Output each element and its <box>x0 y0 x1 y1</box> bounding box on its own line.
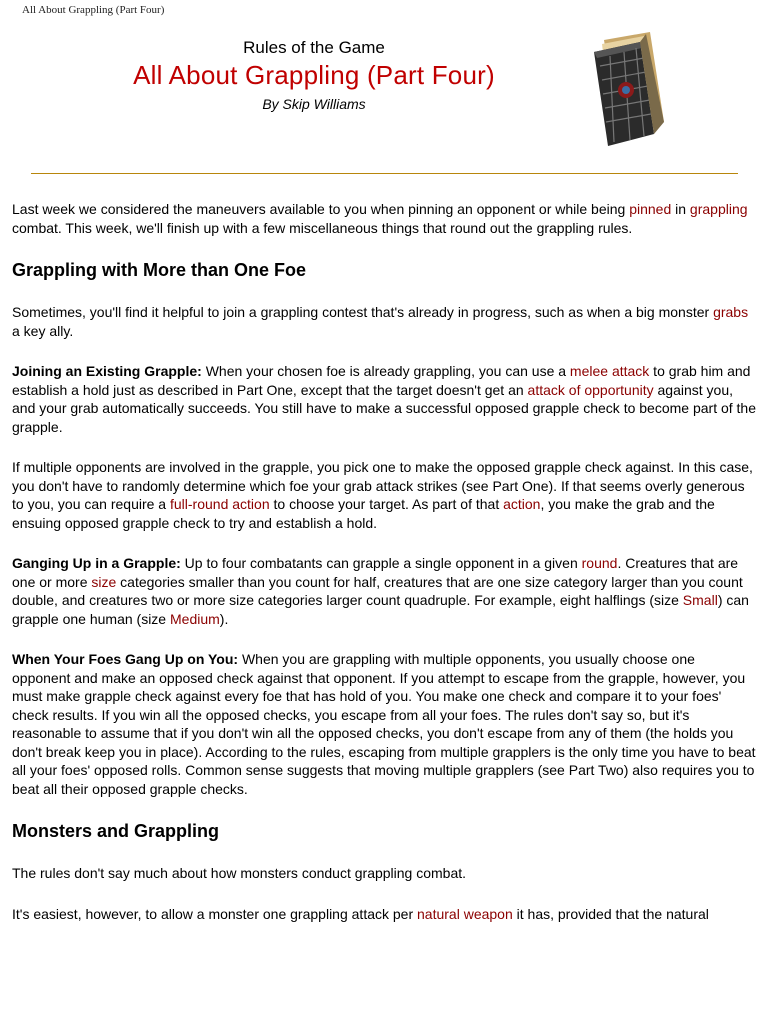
text: Up to four combatants can grapple a single opponent in a given <box>180 555 582 571</box>
text: When you are grappling with multiple opponents, you usually choose one opponent and make an opposed check against that opponent. If you attempt to escape from the grapple, however, you must make grapple check against every foe that has hold of you. You make one check and compare it to your foes' check results. If you win all the opposed checks, you escape from all your foes. The rules don't say so, but it's reasonable to assume that if you don't win all the opposed checks, you don't escape from any of them (the holds you don't break keep you in place). According to the rules, escaping from multiple grapplers is the only time you have to beat all your foes' opposed rolls. Common sense suggests that moving multiple grapplers (see Part Two) also requires you to beat all their opposed grapple checks. <box>12 651 756 797</box>
link-action[interactable]: action <box>503 496 541 512</box>
paragraph <box>12 303 756 340</box>
section-heading: Monsters and Grappling <box>12 821 220 841</box>
text: against you, and your grab automatically succeeds. You still have to make a successful opposed grapple check to become part of the grapple. <box>12 381 756 435</box>
text: combat. This week, we'll finish up with a few miscellaneous things that round out the grappling rules. <box>12 219 633 236</box>
paragraph <box>12 554 756 628</box>
paragraph <box>12 905 756 924</box>
column-name: Rules of the Game <box>243 38 385 57</box>
text: Sometimes, you'll find it helpful to join a grappling contest that's already in progress, such as when a big monster <box>12 304 714 320</box>
paragraph <box>12 362 756 436</box>
text: . Creatures that are one or more <box>12 555 739 590</box>
divider <box>31 173 738 174</box>
link-round[interactable]: round <box>581 555 618 571</box>
text: It's easiest, however, to allow a monster one grappling attack per <box>12 905 418 922</box>
paragraph <box>12 458 756 532</box>
link-medium[interactable]: Medium <box>170 610 220 627</box>
text: to choose your target. As part of that <box>269 496 504 512</box>
link-grappling[interactable]: grappling <box>689 201 748 217</box>
paragraph: The rules don't say much about how monsters conduct grappling combat. <box>12 865 467 881</box>
text: If multiple opponents are involved in the grapple, you pick one to make the opposed grapple check against. In this case, you don't have to randomly determine which foe your grab attack strikes (see Part One). If that seems overly generous to you, you can require a <box>12 459 753 512</box>
text: a key ally. <box>12 322 74 339</box>
section-heading: Grappling with More than One Foe <box>12 260 307 280</box>
article-title: All About Grappling (Part Four) <box>133 60 495 90</box>
paragraph <box>12 650 756 798</box>
link-melee-attack[interactable]: melee attack <box>569 363 650 379</box>
text: it has, provided that the natural <box>512 905 709 922</box>
term: Ganging Up in a Grapple: <box>12 555 181 571</box>
article-body <box>12 200 756 945</box>
document-header: All About Grappling (Part Four) <box>22 4 165 16</box>
text: categories smaller than you count for half, creatures that are one size category larger than you count double, and creatures two or more size categories larger count quadruple. For example, eight halflings (size <box>12 573 743 608</box>
link-natural-weapon[interactable]: natural weapon <box>417 905 513 922</box>
spellbook-icon <box>584 30 672 148</box>
text: Last week we considered the maneuvers available to you when pinning an opponent or while being <box>12 201 630 217</box>
text: to grab him and establish a hold just as described in Part One, except that the target doesn't get an <box>12 363 751 398</box>
link-full-round-action[interactable]: full-round action <box>170 496 270 512</box>
term: Joining an Existing Grapple: <box>12 363 202 379</box>
text: When your chosen foe is already grappling, you can use a <box>201 363 570 379</box>
text: in <box>671 201 690 217</box>
text: ) can grapple one human (size <box>12 592 749 627</box>
text: , you make the grab and the ensuing opposed grapple check to try and establish a hold. <box>12 496 715 531</box>
term: When Your Foes Gang Up on You: <box>12 651 239 667</box>
link-attack-of-opportunity[interactable]: attack of opportunity <box>527 381 654 398</box>
link-small[interactable]: Small <box>682 592 718 608</box>
byline: By Skip Williams <box>262 96 366 112</box>
text: ). <box>219 610 229 627</box>
paragraph <box>12 200 756 237</box>
link-pinned[interactable]: pinned <box>629 201 672 217</box>
link-grabs[interactable]: grabs <box>713 304 749 320</box>
link-size[interactable]: size <box>91 573 117 590</box>
